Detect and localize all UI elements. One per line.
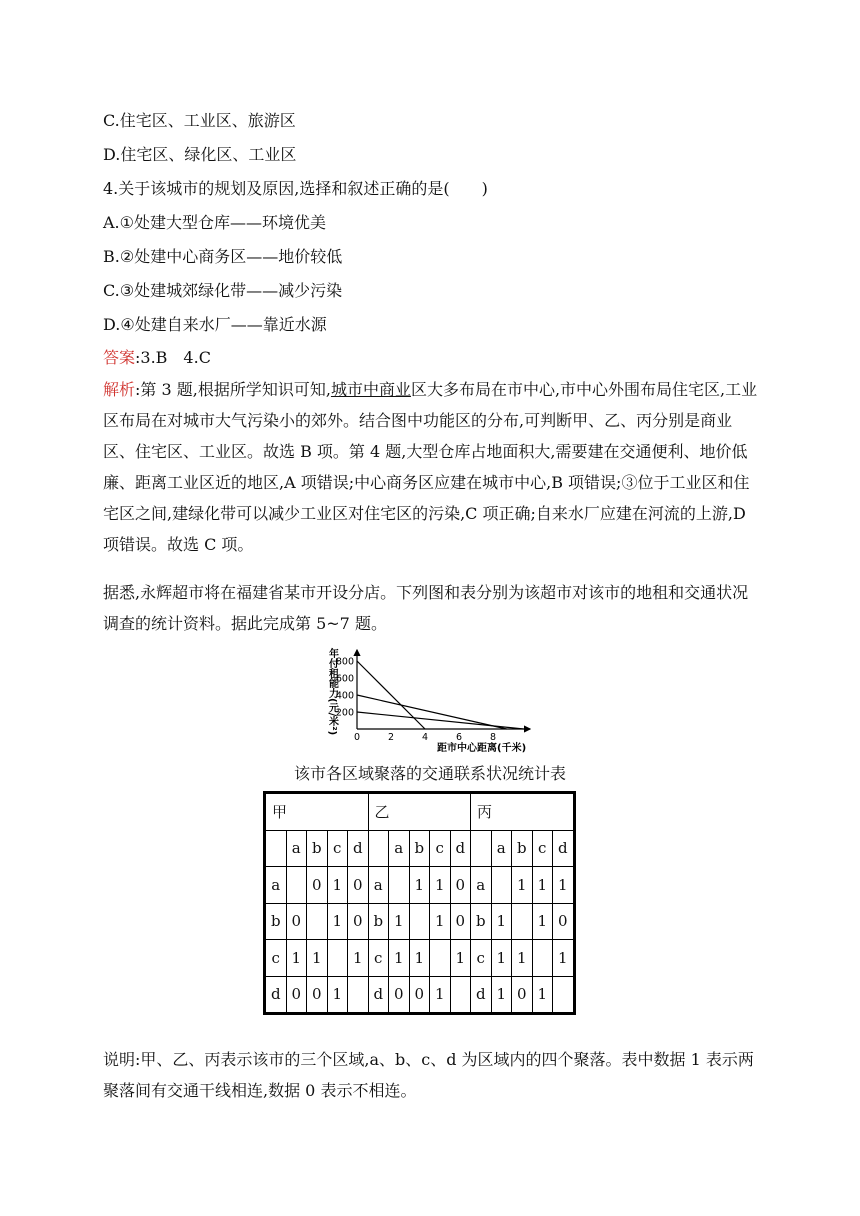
table-cell: 1	[286, 940, 307, 977]
x-tick-label: 0	[353, 732, 361, 743]
table-cell	[532, 940, 553, 977]
table-cell: 1	[532, 976, 553, 1014]
series-line-1	[357, 661, 425, 729]
table-cell: 0	[389, 976, 410, 1014]
y-tick-label: 200	[335, 707, 354, 719]
table-cell: 1	[450, 940, 471, 977]
answer-label: 答案	[103, 348, 136, 367]
table-cell: a	[368, 867, 389, 904]
column-header: a	[286, 830, 307, 867]
table-cell: 1	[327, 867, 348, 904]
option-4b: B.②处建中心商务区——地价较低	[103, 247, 343, 266]
table-cell: 1	[389, 940, 410, 977]
table-cell: d	[368, 976, 389, 1014]
note-paragraph: 说明:甲、乙、丙表示该市的三个区域,a、b、c、d 为区域内的四个聚落。表中数据 1 表示两聚落间有交通干线相连,数据 0 表示不相连。	[103, 1050, 754, 1100]
table-cell: 0	[307, 976, 328, 1014]
chart-xlabel: 距市中心距离(千米)	[437, 743, 527, 754]
table-cell: 0	[553, 903, 575, 940]
question-4-stem: 4.关于该城市的规划及原因,选择和叙述正确的是( )	[103, 179, 488, 198]
table-cell: 1	[327, 903, 348, 940]
table-cell: a	[471, 867, 492, 904]
table-cell: 1	[491, 976, 512, 1014]
traffic-table	[263, 791, 576, 1015]
y-ticks	[336, 657, 354, 719]
table-title: 该市各区域聚落的交通联系状况统计表	[293, 764, 566, 783]
table-row	[265, 867, 575, 904]
x-tick-label: 2	[387, 732, 395, 743]
analysis-underlined: 城市中商业	[330, 380, 411, 399]
table-cell: 0	[307, 867, 328, 904]
table-cell	[348, 976, 369, 1014]
table-cell: 1	[553, 867, 575, 904]
table-cell	[450, 976, 471, 1014]
table-cell: 1	[512, 867, 533, 904]
answer-line	[103, 348, 211, 368]
table-cell: 1	[430, 903, 451, 940]
region-name: 甲	[265, 793, 369, 831]
table-cell: 0	[348, 867, 369, 904]
table-cell: 0	[450, 903, 471, 940]
region-header-row	[265, 793, 575, 831]
table-cell	[389, 867, 410, 904]
option-3d: D.住宅区、绿化区、工业区	[103, 145, 297, 164]
table-cell: 0	[286, 976, 307, 1014]
table-cell	[327, 940, 348, 977]
table-cell: 1	[409, 940, 430, 977]
column-header: c	[430, 830, 451, 867]
analysis-paragraph	[103, 374, 763, 560]
column-header: b	[512, 830, 533, 867]
column-header	[368, 830, 389, 867]
y-tick-label: 600	[335, 673, 354, 685]
column-header: d	[450, 830, 471, 867]
table-cell	[430, 940, 451, 977]
table-cell: 1	[491, 940, 512, 977]
y-tick-label: 800	[335, 656, 354, 668]
table-cell: 1	[532, 867, 553, 904]
table-cell	[307, 903, 328, 940]
table-cell	[553, 976, 575, 1014]
table-cell: 1	[389, 903, 410, 940]
table-cell: 1	[348, 940, 369, 977]
table-cell: 1	[430, 867, 451, 904]
table-cell: d	[265, 976, 287, 1014]
rent-chart	[320, 644, 550, 758]
analysis-text-b: 区大多布局在市中心,市中心外围布局住宅区,工业区布局在对城市大气污染小的郊外。结合图中功能区的分布,可判断甲、乙、丙分别是商业区、住宅区、工业区。故选 B 项。第 4 题,大型仓库占地面积大,需要建在交通便利、地价低廉、距离工业区近的地区,A 项错误;中心商务区应建在城市中心,B 项错误;③位于工业区和住宅区之间,建绿化带可以减少工业区对住宅区的污染,C 项正确;自来水厂应建在河流的上游,D 项错误。故选 C 项。	[103, 380, 758, 554]
table-cell: 0	[348, 903, 369, 940]
x-ticks	[354, 732, 496, 743]
series-line-3	[357, 712, 524, 729]
table-cell: d	[471, 976, 492, 1014]
table-cell: b	[368, 903, 389, 940]
option-4a: A.①处建大型仓库——环境优美	[103, 213, 326, 232]
table-cell: 0	[286, 903, 307, 940]
column-header: a	[389, 830, 410, 867]
table-cell	[286, 867, 307, 904]
x-tick-label: 4	[421, 732, 429, 743]
x-tick-label: 6	[455, 732, 463, 743]
table-cell	[409, 903, 430, 940]
answer-text: :3.B 4.C	[135, 348, 211, 367]
table-cell: 0	[512, 976, 533, 1014]
region-name: 丙	[471, 793, 575, 831]
table-cell: c	[265, 940, 287, 977]
column-header: b	[307, 830, 328, 867]
column-header: c	[327, 830, 348, 867]
analysis-text-a: :第 3 题,根据所学知识可知,	[135, 380, 331, 399]
table-cell: 1	[430, 976, 451, 1014]
table-cell: c	[471, 940, 492, 977]
column-header	[471, 830, 492, 867]
chart-ylabel: 年付租能力(元/米²)	[326, 648, 338, 736]
table-cell: b	[265, 903, 287, 940]
table-cell: b	[471, 903, 492, 940]
column-header-row	[265, 830, 575, 867]
column-header: b	[409, 830, 430, 867]
table-row	[265, 903, 575, 940]
y-tick-label: 400	[335, 690, 354, 702]
table-cell: c	[368, 940, 389, 977]
table-cell: 1	[307, 940, 328, 977]
column-header: c	[532, 830, 553, 867]
column-header	[265, 830, 287, 867]
column-header: a	[491, 830, 512, 867]
chart-series	[357, 661, 524, 729]
table-row	[265, 940, 575, 977]
table-row	[265, 976, 575, 1014]
table-cell: 1	[553, 940, 575, 977]
option-3c: C.住宅区、工业区、旅游区	[103, 111, 296, 130]
column-header: d	[348, 830, 369, 867]
option-4d: D.④处建自来水厂——靠近水源	[103, 315, 327, 334]
table-cell: 1	[532, 903, 553, 940]
table-cell	[491, 867, 512, 904]
region-name: 乙	[368, 793, 471, 831]
table-cell: 1	[327, 976, 348, 1014]
analysis-label: 解析	[103, 380, 136, 399]
table-cell: 0	[450, 867, 471, 904]
x-tick-label: 8	[489, 732, 497, 743]
option-4c: C.③处建城郊绿化带——减少污染	[103, 281, 343, 300]
table-cell: a	[265, 867, 287, 904]
table-cell: 1	[491, 903, 512, 940]
table-cell: 1	[409, 867, 430, 904]
table-cell	[512, 903, 533, 940]
intro-paragraph: 据悉,永辉超市将在福建省某市开设分店。下列图和表分别为该超市对该市的地租和交通状况调查的统计资料。据此完成第 5~7 题。	[103, 583, 749, 633]
table-cell: 1	[512, 940, 533, 977]
series-line-2	[357, 695, 507, 729]
table-cell: 0	[409, 976, 430, 1014]
column-header: d	[553, 830, 575, 867]
